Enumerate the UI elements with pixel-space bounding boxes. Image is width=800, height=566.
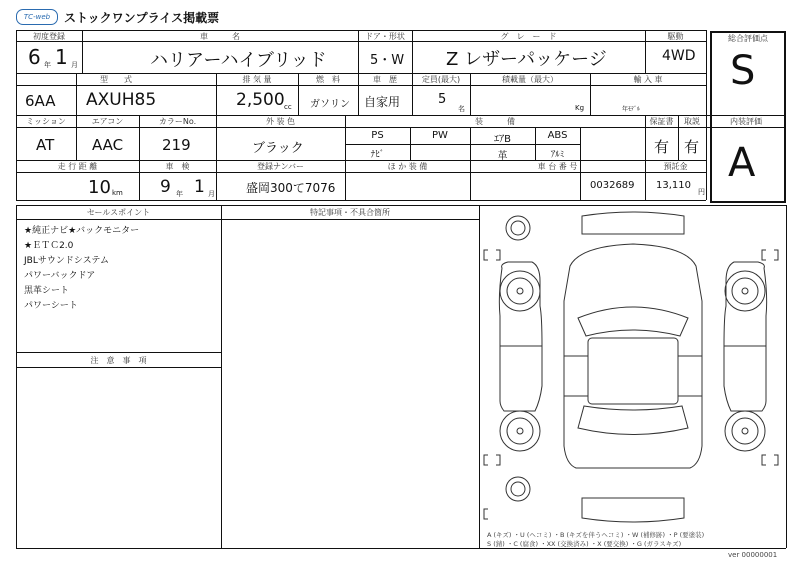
label-sales-points: セールスポイント — [86, 208, 151, 217]
label-fuel: 燃 料 — [316, 75, 340, 84]
label-import: 輸 入 車 — [633, 75, 663, 84]
label-inspection: 車 検 — [165, 162, 190, 171]
front-bumper — [582, 212, 684, 234]
spare-wheel-top — [506, 216, 530, 240]
mileage: 10 — [88, 177, 111, 198]
label-warranty: 保証書 — [649, 117, 674, 126]
version-label: ver 00000001 — [728, 551, 778, 559]
sales-point-item: ★ＥＴＣ2.0 — [24, 241, 74, 251]
label-mission: ミッション — [26, 117, 66, 126]
model-code: AXUH85 — [86, 90, 157, 110]
drive-type: 4WD — [662, 48, 696, 64]
insp-year-unit: 年 — [176, 190, 183, 198]
rear-window — [578, 406, 688, 435]
warranty-value: 有 — [654, 138, 670, 156]
header — [16, 6, 219, 28]
label-first-reg: 初度登録 — [33, 32, 65, 41]
car-name: ハリアーハイブリッド — [150, 50, 327, 71]
label-ext-color: 外 装 色 — [265, 117, 296, 126]
side-profile-right — [724, 262, 767, 411]
interior-grade: A — [728, 140, 756, 186]
grade-name: Z レザーパッケージ — [446, 49, 607, 70]
label-notes: 特記事項・不具合箇所 — [310, 208, 390, 217]
bracket-marks — [484, 250, 778, 519]
equip-abs: ABS — [547, 130, 568, 141]
label-other-equipment: ほ か 装 備 — [387, 162, 428, 171]
equip-navi: ﾅﾋﾞ — [370, 150, 385, 160]
km-unit: km — [112, 189, 123, 197]
equip-pw: PW — [432, 130, 448, 141]
label-equipment: 装 備 — [475, 117, 515, 126]
overall-grade: S — [730, 48, 756, 94]
aircon-type: AAC — [92, 136, 124, 154]
side-profile-left — [499, 262, 542, 411]
label-caution: 注 意 事 項 — [90, 356, 147, 365]
roof — [588, 338, 678, 404]
fuel-type: ガソリン — [310, 99, 350, 110]
sales-point-item: 黒革シート — [24, 286, 70, 296]
first-reg-year: 6 — [28, 45, 41, 69]
label-color-no: カラーNo. — [158, 117, 197, 126]
equip-alloy: ｱﾙﾐ — [550, 150, 565, 160]
inspection-year: 9 — [160, 177, 171, 197]
deposit-amount: 13,110 — [656, 180, 691, 191]
label-car-name: 車 名 — [200, 32, 240, 41]
sales-point-item: パワーバックドア — [24, 271, 96, 281]
front-windshield — [578, 307, 688, 336]
cc-unit: cc — [284, 103, 292, 111]
label-capacity: 定員(最大) — [421, 75, 461, 84]
car-damage-diagram — [480, 206, 786, 528]
sales-point-item: パワーシート — [24, 301, 78, 311]
displacement: 2,500 — [236, 90, 285, 110]
label-deposit: 預託金 — [663, 162, 688, 171]
capacity-unit: 名 — [458, 105, 465, 113]
yen-unit: 円 — [698, 188, 705, 196]
equip-ps: PS — [371, 130, 384, 141]
label-chassis: 車 台 番 号 — [537, 162, 578, 171]
equip-leather: 革 — [497, 151, 508, 162]
mission-type: AT — [36, 136, 55, 154]
load-unit: Kg — [575, 104, 585, 112]
label-door-shape: ドア・形状 — [365, 32, 405, 41]
door-shape: 5・W — [370, 53, 405, 68]
label-aircon: エアコン — [91, 117, 124, 126]
sales-point-item: JBLサウンドシステム — [24, 256, 109, 266]
exterior-color: ブラック — [252, 141, 304, 156]
month-unit: 月 — [71, 61, 78, 69]
brand-logo: TC-web — [16, 9, 58, 25]
label-grade: グ レ ー ド — [500, 32, 557, 41]
model-prefix: 6AA — [25, 92, 56, 110]
wheel-front-right — [725, 271, 765, 311]
wheel-rear-left — [500, 411, 540, 451]
label-load: 積載量（最大） — [502, 75, 558, 84]
label-usage: 車 歴 — [373, 75, 397, 84]
rear-bumper — [582, 498, 684, 522]
label-interior: 内装評価 — [730, 117, 762, 126]
import-unit: 年ﾓﾃﾞﾙ — [622, 106, 641, 113]
color-number: 219 — [162, 136, 191, 154]
registration-number: 盛岡300て7076 — [246, 181, 336, 195]
label-model: 型 式 — [100, 75, 132, 84]
damage-legend-line1: A (キズ) ・U (ヘコミ) ・B (キズを伴うヘコミ) ・W (補修跡) ・P (要塗装) — [487, 531, 705, 539]
label-manual: 取説 — [684, 117, 700, 126]
label-drive: 駆動 — [667, 32, 684, 41]
manual-value: 有 — [684, 138, 700, 156]
wheel-front-left — [500, 271, 540, 311]
chassis-number: 0032689 — [590, 180, 635, 191]
damage-legend-line2: S (錆) ・C (腐食) ・XX (交換済み) ・X (要交換) ・G (ガラスキズ) — [487, 540, 682, 548]
sales-point-item: ★純正ナビ★バックモニター — [24, 226, 140, 236]
capacity: 5 — [438, 92, 447, 107]
label-mileage: 走 行 距 離 — [57, 162, 98, 171]
usage-type: 自家用 — [364, 95, 401, 109]
wheel-rear-right — [725, 411, 765, 451]
label-overall-grade: 総合評価点 — [728, 34, 768, 43]
inspection-month: 1 — [194, 177, 205, 197]
year-unit: 年 — [44, 61, 51, 69]
page-title: ストックワンプライス掲載票 — [64, 10, 220, 25]
spare-wheel-bottom — [506, 477, 530, 501]
label-displacement: 排 気 量 — [242, 75, 272, 84]
first-reg-month: 1 — [55, 45, 68, 69]
label-reg-number: 登録ナンバー — [256, 162, 305, 171]
insp-month-unit: 月 — [208, 190, 215, 198]
equip-airbag: ｴｱB — [494, 134, 511, 145]
